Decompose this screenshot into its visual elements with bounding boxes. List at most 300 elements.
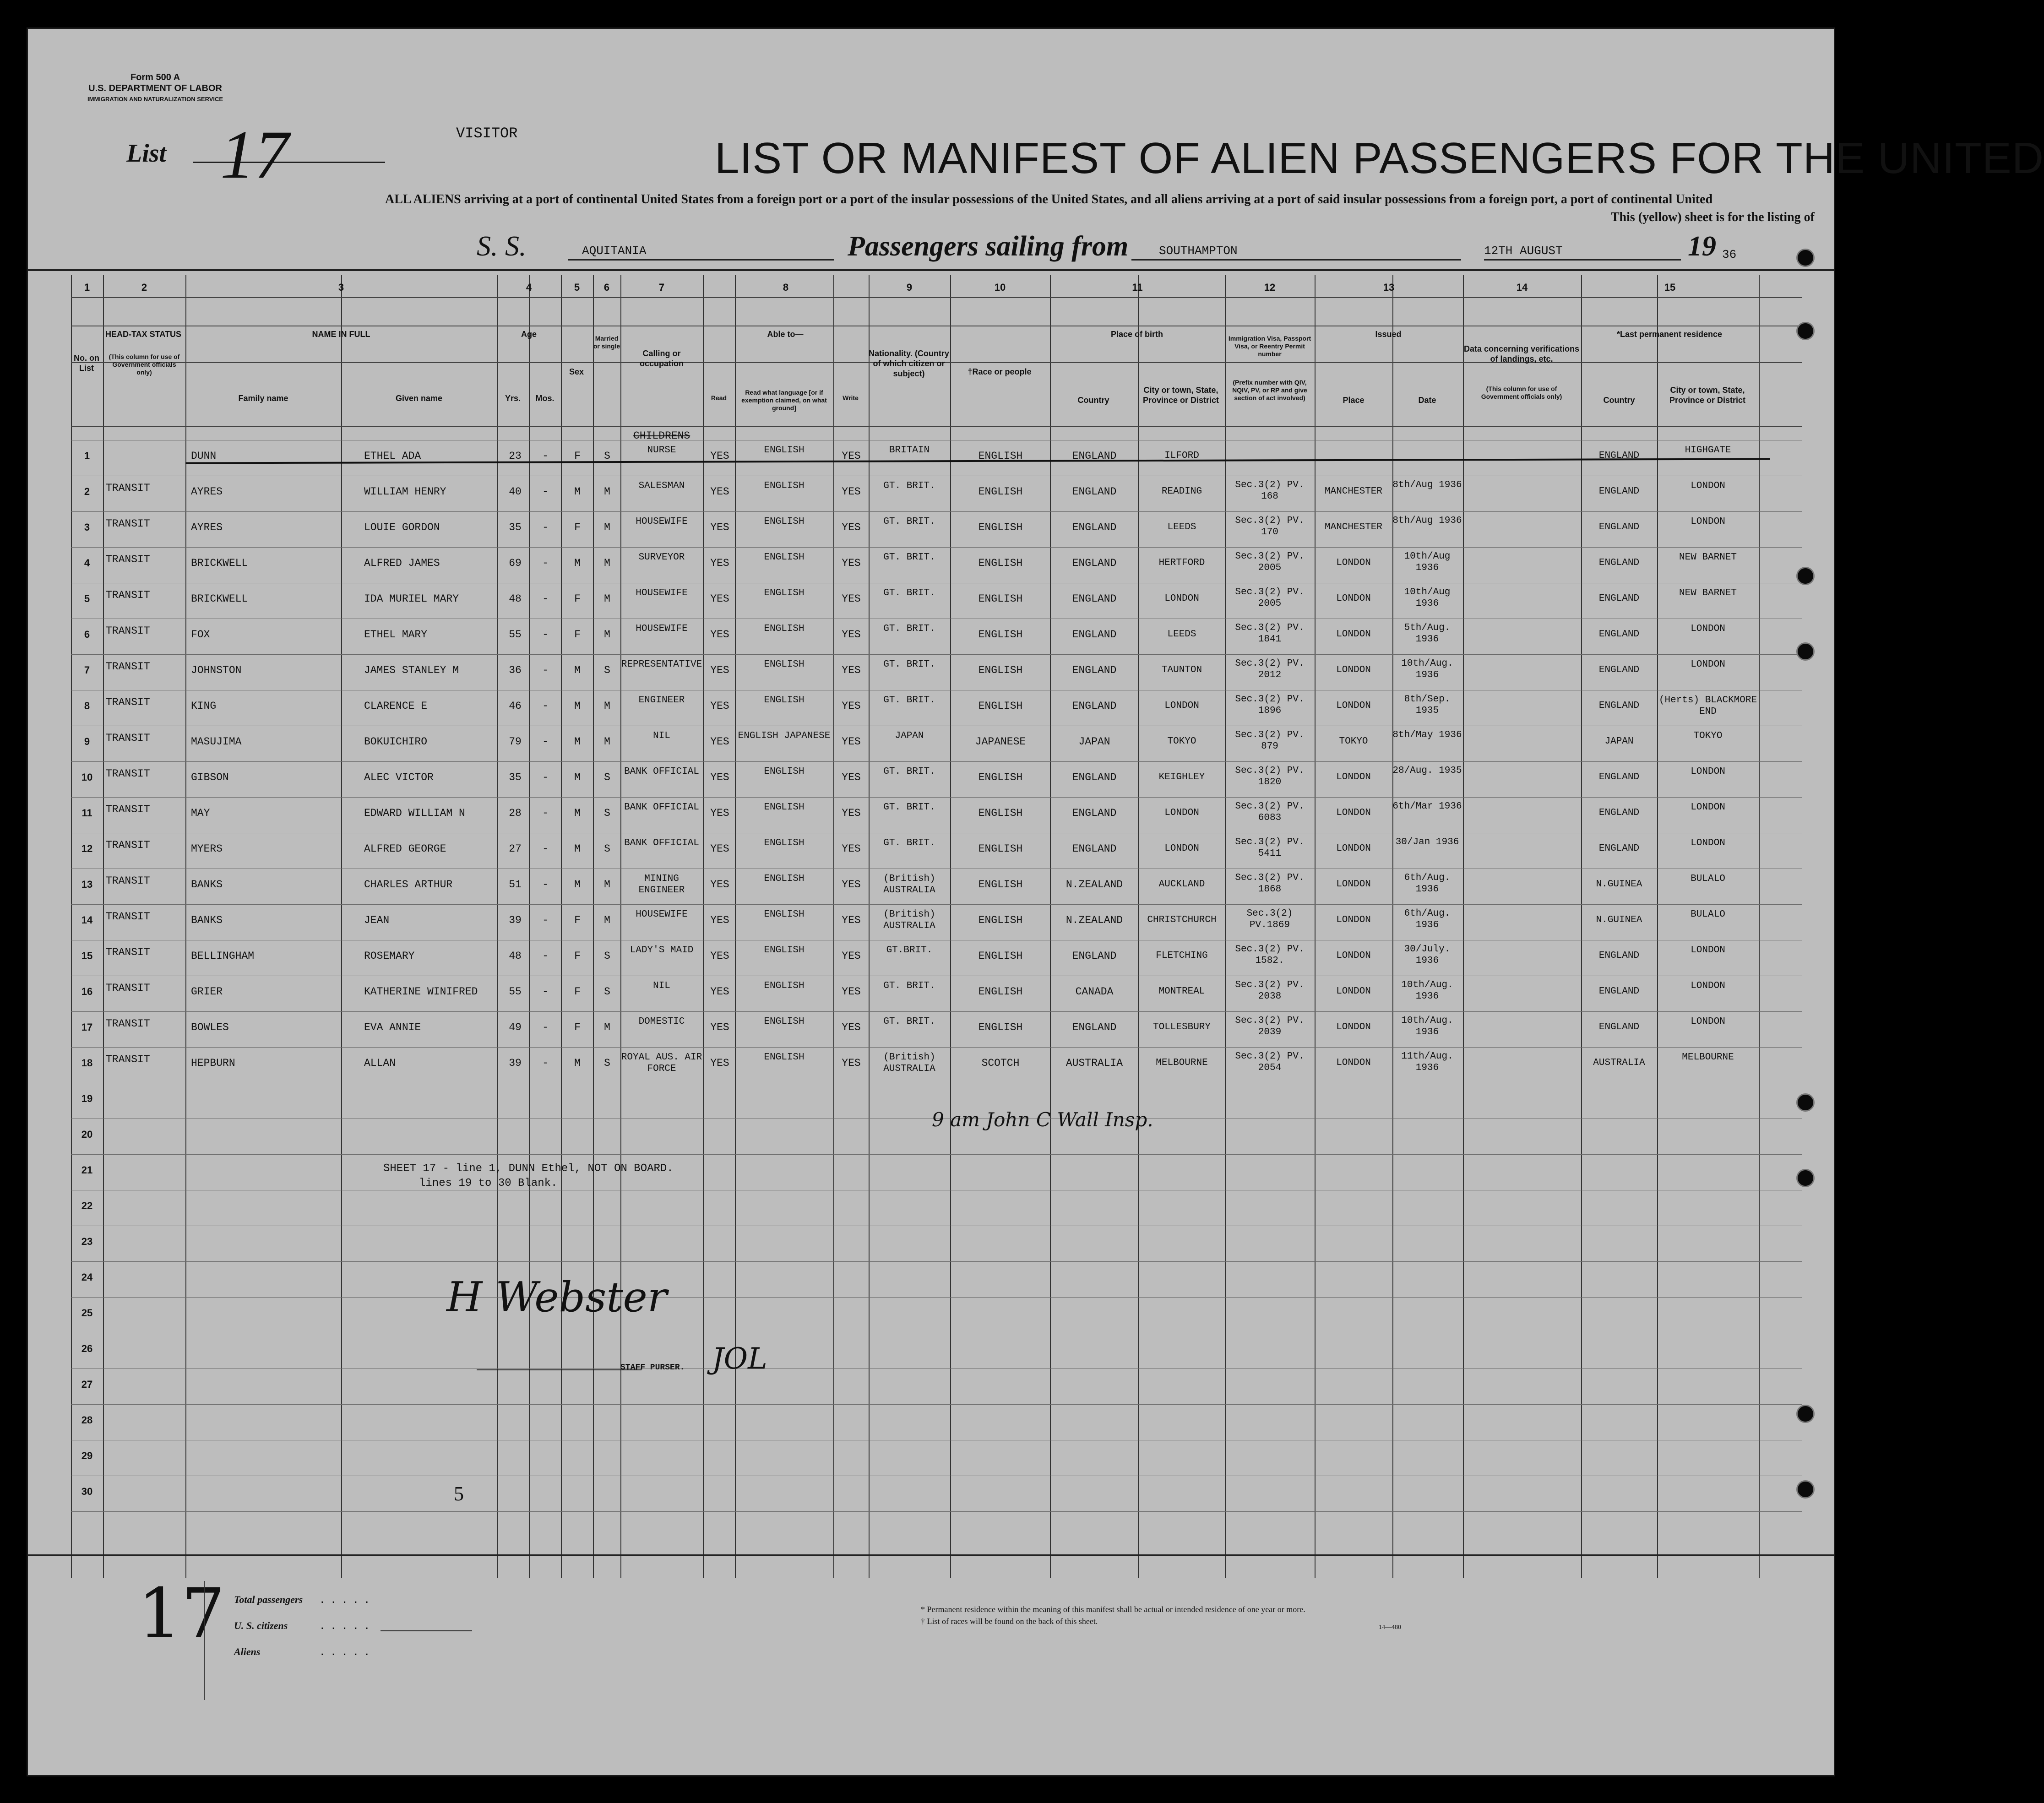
age-years: 27	[509, 843, 522, 855]
footer-separator	[28, 1554, 1834, 1556]
header-age: Age	[521, 330, 537, 339]
departure-port: SOUTHAMPTON	[1159, 244, 1238, 258]
head-tax-status: TRANSIT	[106, 482, 150, 494]
page-number: 5	[454, 1483, 464, 1505]
row-line	[71, 511, 1802, 512]
column-line	[497, 275, 498, 1578]
birth-country: ENGLAND	[1072, 843, 1117, 855]
issued-date: 6th/Mar 1936	[1392, 801, 1462, 812]
race: ENGLISH	[978, 521, 1023, 533]
read-language: ENGLISH	[764, 1016, 805, 1027]
form-identifier	[87, 72, 223, 105]
family-name: BRICKWELL	[191, 557, 248, 569]
header-given-name: Given name	[395, 394, 443, 403]
nationality: GT. BRIT.	[883, 981, 935, 991]
header-birth-country: Country	[1077, 396, 1109, 405]
age-years: 35	[509, 521, 522, 533]
ss-label: S. S.	[477, 231, 527, 262]
row-number: 20	[81, 1129, 93, 1140]
can-read: YES	[710, 771, 729, 783]
visa-number: Sec.3(2) PV. 2054	[1235, 1051, 1305, 1073]
header-issued: Issued	[1375, 330, 1402, 339]
read-language: ENGLISH	[764, 1052, 805, 1063]
race: ENGLISH	[978, 914, 1023, 926]
race: ENGLISH	[978, 593, 1023, 605]
occupation: NIL	[653, 731, 670, 741]
row-number: 21	[81, 1164, 93, 1176]
race: JAPANESE	[975, 736, 1026, 748]
occupation: LADY'S MAID	[630, 945, 694, 956]
occupation: DOMESTIC	[638, 1016, 685, 1027]
birth-city: LONDON	[1164, 593, 1199, 604]
occupation: ROYAL AUS. AIR FORCE	[621, 1052, 702, 1074]
header-read-language: Read what language [or if exemption claimed, on what ground]	[741, 389, 827, 412]
manifest-subtitle: ALL ALIENS arriving at a port of continental United States from a foreign port or a port of the insular possessions of the United States, and all aliens arriving at a port of said insular possessions from a foreign port, a port of continental United	[385, 192, 1713, 206]
sailing-date: 12TH AUGUST	[1484, 244, 1563, 258]
column-line	[185, 275, 186, 1578]
can-write: YES	[842, 557, 861, 569]
age-years: 48	[509, 950, 522, 962]
given-name: ROSEMARY	[364, 950, 415, 962]
age-years: 23	[509, 450, 522, 462]
age-years: 39	[509, 914, 522, 926]
row-number: 27	[81, 1379, 93, 1390]
row-number: 7	[84, 664, 90, 676]
column-number: 15	[1664, 282, 1676, 293]
birth-city: MELBOURNE	[1156, 1058, 1208, 1068]
binder-hole-icon	[1796, 1405, 1815, 1423]
can-read: YES	[710, 736, 729, 748]
age-months: -	[542, 843, 549, 855]
occupation: REPRESENTATIVE	[621, 659, 702, 670]
row-line	[71, 797, 1802, 798]
row-number: 24	[81, 1271, 93, 1283]
column-line	[1050, 275, 1051, 1578]
column-line	[341, 275, 342, 1578]
can-write: YES	[842, 807, 861, 819]
binder-hole-icon	[1796, 249, 1815, 267]
residence-country: AUSTRALIA	[1593, 1058, 1645, 1068]
binder-hole-icon	[1796, 1169, 1815, 1187]
issued-date: 10th/Aug 1936	[1404, 551, 1451, 573]
service-name: IMMIGRATION AND NATURALIZATION SERVICE	[87, 96, 223, 103]
given-name: ETHEL MARY	[364, 629, 428, 641]
residence-city: LONDON	[1691, 1016, 1725, 1027]
residence-city: LONDON	[1691, 481, 1725, 491]
sex: M	[574, 1057, 581, 1069]
age-months: -	[542, 664, 549, 676]
birth-country: ENGLAND	[1072, 629, 1117, 641]
can-write: YES	[842, 986, 861, 998]
header-no-on-list: No. on List	[74, 353, 99, 373]
birth-country: ENGLAND	[1072, 950, 1117, 962]
column-number: 10	[994, 282, 1006, 293]
read-language: ENGLISH	[764, 624, 805, 634]
age-months: -	[542, 521, 549, 533]
family-name: MASUJIMA	[191, 736, 242, 748]
row-number: 17	[81, 1021, 93, 1033]
visa-number: Sec.3(2) PV. 168	[1235, 480, 1305, 502]
can-write: YES	[842, 593, 861, 605]
read-language: ENGLISH	[764, 552, 805, 563]
row-number: 28	[81, 1414, 93, 1426]
given-name: IDA MURIEL MARY	[364, 593, 459, 605]
header-read: Read	[711, 394, 727, 402]
marital-status: M	[604, 736, 610, 748]
birth-country: ENGLAND	[1072, 807, 1117, 819]
head-tax-status: TRANSIT	[106, 875, 150, 887]
read-language: ENGLISH	[764, 874, 805, 884]
row-line	[71, 654, 1802, 655]
residence-country: JAPAN	[1604, 736, 1634, 747]
residence-city: LONDON	[1691, 516, 1725, 527]
residence-country: ENGLAND	[1598, 772, 1640, 782]
issued-date: 8th/Aug 1936	[1392, 516, 1462, 526]
read-language: ENGLISH	[764, 838, 805, 848]
binder-hole-icon	[1796, 642, 1815, 661]
race: ENGLISH	[978, 950, 1023, 962]
marital-status: M	[604, 629, 610, 641]
issued-date: 6th/Aug. 1936	[1404, 873, 1451, 895]
age-months: -	[542, 807, 549, 819]
residence-city: (Herts) BLACKMORE END	[1658, 695, 1757, 717]
binder-hole-icon	[1796, 322, 1815, 340]
sex: F	[574, 986, 581, 998]
row-number: 15	[81, 950, 93, 961]
age-months: -	[542, 879, 549, 891]
occupation: BANK OFFICIAL	[624, 802, 699, 813]
birth-city: MONTREAL	[1158, 986, 1205, 997]
nationality: GT. BRIT.	[883, 516, 935, 527]
age-months: -	[542, 771, 549, 783]
family-name: BANKS	[191, 914, 223, 926]
ship-name: AQUITANIA	[582, 244, 647, 258]
race: ENGLISH	[978, 986, 1023, 998]
family-name: KING	[191, 700, 217, 712]
column-number: 5	[574, 282, 580, 293]
nationality: JAPAN	[895, 731, 924, 741]
sex: F	[574, 950, 581, 962]
head-tax-status: TRANSIT	[106, 1054, 150, 1065]
nationality: BRITAIN	[889, 445, 930, 456]
note-line-1: SHEET 17 - line 1, DUNN Ethel, NOT ON BOARD.	[383, 1162, 674, 1175]
footer-aliens-label: Aliens	[234, 1646, 261, 1657]
marital-status: M	[604, 700, 610, 712]
read-language: ENGLISH	[764, 588, 805, 598]
issued-place: LONDON	[1336, 665, 1371, 675]
family-name: BOWLES	[191, 1021, 229, 1033]
given-name: JEAN	[364, 914, 390, 926]
age-years: 28	[509, 807, 522, 819]
nationality: GT. BRIT.	[883, 695, 935, 706]
race: ENGLISH	[978, 486, 1023, 498]
can-write: YES	[842, 664, 861, 676]
age-months: -	[542, 629, 549, 641]
birth-country: ENGLAND	[1072, 593, 1117, 605]
can-read: YES	[710, 593, 729, 605]
given-name: ETHEL ADA	[364, 450, 421, 462]
column-line	[833, 275, 834, 1578]
read-language: ENGLISH JAPANESE	[738, 731, 831, 741]
residence-country: ENGLAND	[1598, 701, 1640, 711]
visa-number: Sec.3(2) PV. 1896	[1235, 694, 1305, 716]
family-name: MAY	[191, 807, 210, 819]
birth-country: N.ZEALAND	[1065, 879, 1123, 891]
head-tax-status: TRANSIT	[106, 589, 150, 601]
issued-date: 6th/Aug. 1936	[1404, 908, 1451, 930]
head-tax-status: TRANSIT	[106, 661, 150, 673]
visa-number: Sec.3(2) PV. 1820	[1235, 766, 1305, 787]
residence-city: NEW BARNET	[1679, 588, 1737, 598]
occupation: BANK OFFICIAL	[624, 766, 699, 777]
residence-city: LONDON	[1691, 838, 1725, 848]
birth-country: ENGLAND	[1072, 700, 1117, 712]
issued-date: 30/July. 1936	[1404, 944, 1451, 966]
column-line	[529, 275, 530, 1578]
column-number: 8	[783, 282, 789, 293]
family-name: BANKS	[191, 879, 223, 891]
footer-print-code: 14—480	[1379, 1624, 1401, 1631]
age-months: -	[542, 950, 549, 962]
row-number: 23	[81, 1236, 93, 1247]
can-read: YES	[710, 1057, 729, 1069]
row-number: 13	[81, 879, 93, 890]
date-underline	[1484, 259, 1681, 261]
family-name: FOX	[191, 629, 210, 641]
issued-place: LONDON	[1336, 558, 1371, 568]
can-read: YES	[710, 664, 729, 676]
column-line	[1315, 275, 1316, 1578]
residence-city: LONDON	[1691, 624, 1725, 634]
residence-country: ENGLAND	[1598, 522, 1640, 532]
header-res-country: Country	[1603, 396, 1635, 405]
can-write: YES	[842, 1057, 861, 1069]
visa-number: Sec.3(2) PV. 879	[1235, 730, 1305, 752]
occupation: NURSE	[647, 445, 676, 456]
issued-date: 5th/Aug. 1936	[1404, 623, 1451, 645]
column-line	[620, 275, 621, 1578]
age-years: 39	[509, 1057, 522, 1069]
age-years: 48	[509, 593, 522, 605]
age-years: 35	[509, 771, 522, 783]
row-number: 2	[84, 486, 90, 497]
visa-number: Sec.3(2) PV. 5411	[1235, 837, 1305, 859]
head-tax-status: TRANSIT	[106, 1018, 150, 1030]
family-name: BELLINGHAM	[191, 950, 255, 962]
birth-country: ENGLAND	[1072, 771, 1117, 783]
header-separator	[28, 269, 1834, 271]
column-number: 9	[906, 282, 913, 293]
header-issued-date: Date	[1418, 396, 1436, 405]
column-number: 14	[1516, 282, 1528, 293]
nationality: GT.BRIT.	[886, 945, 933, 956]
read-language: ENGLISH	[764, 766, 805, 777]
header-able-to: Able to—	[767, 330, 804, 339]
marital-status: S	[604, 450, 610, 462]
issued-place: LONDON	[1336, 843, 1371, 854]
list-label: List	[126, 139, 167, 168]
read-language: ENGLISH	[764, 445, 805, 456]
issued-place: MANCHESTER	[1324, 486, 1383, 497]
marital-status: M	[604, 1021, 610, 1033]
visa-number: Sec.3(2) PV.1869	[1246, 908, 1293, 930]
residence-country: ENGLAND	[1598, 665, 1640, 675]
header-verifications: Data concerning verifications of landings, etc.	[1463, 344, 1580, 364]
residence-city: LONDON	[1691, 981, 1725, 991]
age-years: 55	[509, 629, 522, 641]
occupation: MINING ENGINEER	[638, 874, 685, 896]
age-years: 46	[509, 700, 522, 712]
column-line	[703, 275, 704, 1578]
age-months: -	[542, 736, 549, 748]
birth-city: LEEDS	[1167, 629, 1196, 640]
residence-country: ENGLAND	[1598, 486, 1640, 497]
can-read: YES	[710, 879, 729, 891]
given-name: EDWARD WILLIAM N	[364, 807, 465, 819]
residence-city: LONDON	[1691, 945, 1725, 956]
age-years: 36	[509, 664, 522, 676]
column-line	[1581, 275, 1582, 1578]
race: ENGLISH	[978, 700, 1023, 712]
birth-country: ENGLAND	[1072, 557, 1117, 569]
marital-status: S	[604, 807, 610, 819]
marital-status: S	[604, 771, 610, 783]
issued-place: TOKYO	[1339, 736, 1368, 747]
issued-date: 10th/Aug 1936	[1404, 587, 1451, 609]
given-name: JAMES STANLEY M	[364, 664, 459, 676]
header-last-residence: *Last permanent residence	[1616, 330, 1723, 339]
birth-country: JAPAN	[1078, 736, 1110, 748]
header-visa-note: (Prefix number with QIV, NQIV, PV, or RP and give section of act involved)	[1232, 379, 1307, 402]
can-write: YES	[842, 1021, 861, 1033]
binder-hole-icon	[1796, 567, 1815, 585]
row-number: 5	[84, 593, 90, 604]
issued-date: 8th/May 1936	[1392, 730, 1462, 740]
age-years: 55	[509, 986, 522, 998]
childrens-label: CHILDRENS	[633, 430, 690, 442]
can-read: YES	[710, 950, 729, 962]
header-mos: Mos.	[535, 394, 554, 403]
row-line	[71, 1297, 1802, 1298]
birth-city: LONDON	[1164, 701, 1199, 711]
marital-status: S	[604, 664, 610, 676]
occupation: ENGINEER	[638, 695, 685, 706]
visa-number: Sec.3(2) PV. 1841	[1235, 623, 1305, 645]
header-res-city: City or town, State, Province or District	[1669, 386, 1746, 405]
given-name: EVA ANNIE	[364, 1021, 421, 1033]
can-read: YES	[710, 486, 729, 498]
row-line	[71, 1261, 1802, 1262]
read-language: ENGLISH	[764, 981, 805, 991]
read-language: ENGLISH	[764, 659, 805, 670]
marital-status: S	[604, 986, 610, 998]
head-tax-status: TRANSIT	[106, 696, 150, 708]
nationality: (British) AUSTRALIA	[883, 909, 935, 931]
nationality: GT. BRIT.	[883, 838, 935, 848]
can-write: YES	[842, 629, 861, 641]
marital-status: M	[604, 879, 610, 891]
header-visa: Immigration Visa, Passport Visa, or Reentry Permit number	[1228, 335, 1311, 358]
footer-citizens-label: U. S. citizens	[234, 1620, 288, 1631]
residence-country: ENGLAND	[1598, 986, 1640, 997]
row-number: 8	[84, 700, 90, 711]
residence-country: ENGLAND	[1598, 558, 1640, 568]
row-number: 10	[81, 771, 93, 783]
can-write: YES	[842, 700, 861, 712]
header-name-in-full: NAME IN FULL	[312, 330, 370, 339]
column-line	[71, 275, 72, 1578]
can-read: YES	[710, 1021, 729, 1033]
sex: F	[574, 914, 581, 926]
header-yrs: Yrs.	[505, 394, 521, 403]
marital-status: S	[604, 843, 610, 855]
residence-country: ENGLAND	[1598, 593, 1640, 604]
given-name: BOKUICHIRO	[364, 736, 428, 748]
race: SCOTCH	[981, 1057, 1020, 1069]
row-number: 22	[81, 1200, 93, 1211]
can-read: YES	[710, 986, 729, 998]
row-number: 30	[81, 1486, 93, 1497]
list-number-handwritten: 17	[220, 117, 289, 193]
header-race: †Race or people	[968, 367, 1032, 376]
sex: M	[574, 557, 581, 569]
can-read: YES	[710, 450, 729, 462]
birth-city: ILFORD	[1164, 451, 1199, 461]
sex: M	[574, 700, 581, 712]
residence-city: NEW BARNET	[1679, 552, 1737, 563]
given-name: CLARENCE E	[364, 700, 428, 712]
row-number: 16	[81, 986, 93, 997]
issued-place: LONDON	[1336, 701, 1371, 711]
family-name: GIBSON	[191, 771, 229, 783]
visa-number: Sec.3(2) PV. 2038	[1235, 980, 1305, 1002]
nationality: (British) AUSTRALIA	[883, 874, 935, 896]
manifest-title: LIST OR MANIFEST OF ALIEN PASSENGERS FOR THE UNITED	[715, 134, 2044, 183]
form-number: Form 500 A	[130, 72, 180, 82]
birth-country: ENGLAND	[1072, 1021, 1117, 1033]
race: ENGLISH	[978, 879, 1023, 891]
birth-country: N.ZEALAND	[1065, 914, 1123, 926]
family-name: HEPBURN	[191, 1057, 235, 1069]
row-line	[71, 1404, 1802, 1405]
port-underline	[1131, 259, 1461, 261]
age-months: -	[542, 914, 549, 926]
birth-city: READING	[1161, 486, 1202, 497]
issued-place: LONDON	[1336, 986, 1371, 997]
birth-city: KEIGHLEY	[1158, 772, 1205, 782]
sex: F	[574, 450, 581, 462]
age-years: 79	[509, 736, 522, 748]
occupation: SALESMAN	[638, 481, 685, 491]
manifest-subtitle-2: This (yellow) sheet is for the listing of	[1610, 210, 1815, 224]
given-name: ALFRED JAMES	[364, 557, 440, 569]
given-name: LOUIE GORDON	[364, 521, 440, 533]
head-tax-status: TRANSIT	[106, 518, 150, 530]
footer-total-label: Total passengers	[234, 1594, 303, 1605]
race: ENGLISH	[978, 557, 1023, 569]
race: ENGLISH	[978, 629, 1023, 641]
row-number: 26	[81, 1343, 93, 1354]
footer-total-dots: . . . . .	[321, 1594, 371, 1605]
sex: M	[574, 664, 581, 676]
purser-signature: H Webster	[446, 1273, 667, 1321]
can-read: YES	[710, 557, 729, 569]
sailing-label: Passengers sailing from	[848, 231, 1129, 262]
issued-date: 8th/Sep. 1935	[1404, 694, 1451, 716]
can-read: YES	[710, 843, 729, 855]
read-language: ENGLISH	[764, 909, 805, 920]
visitor-label: VISITOR	[456, 125, 518, 142]
